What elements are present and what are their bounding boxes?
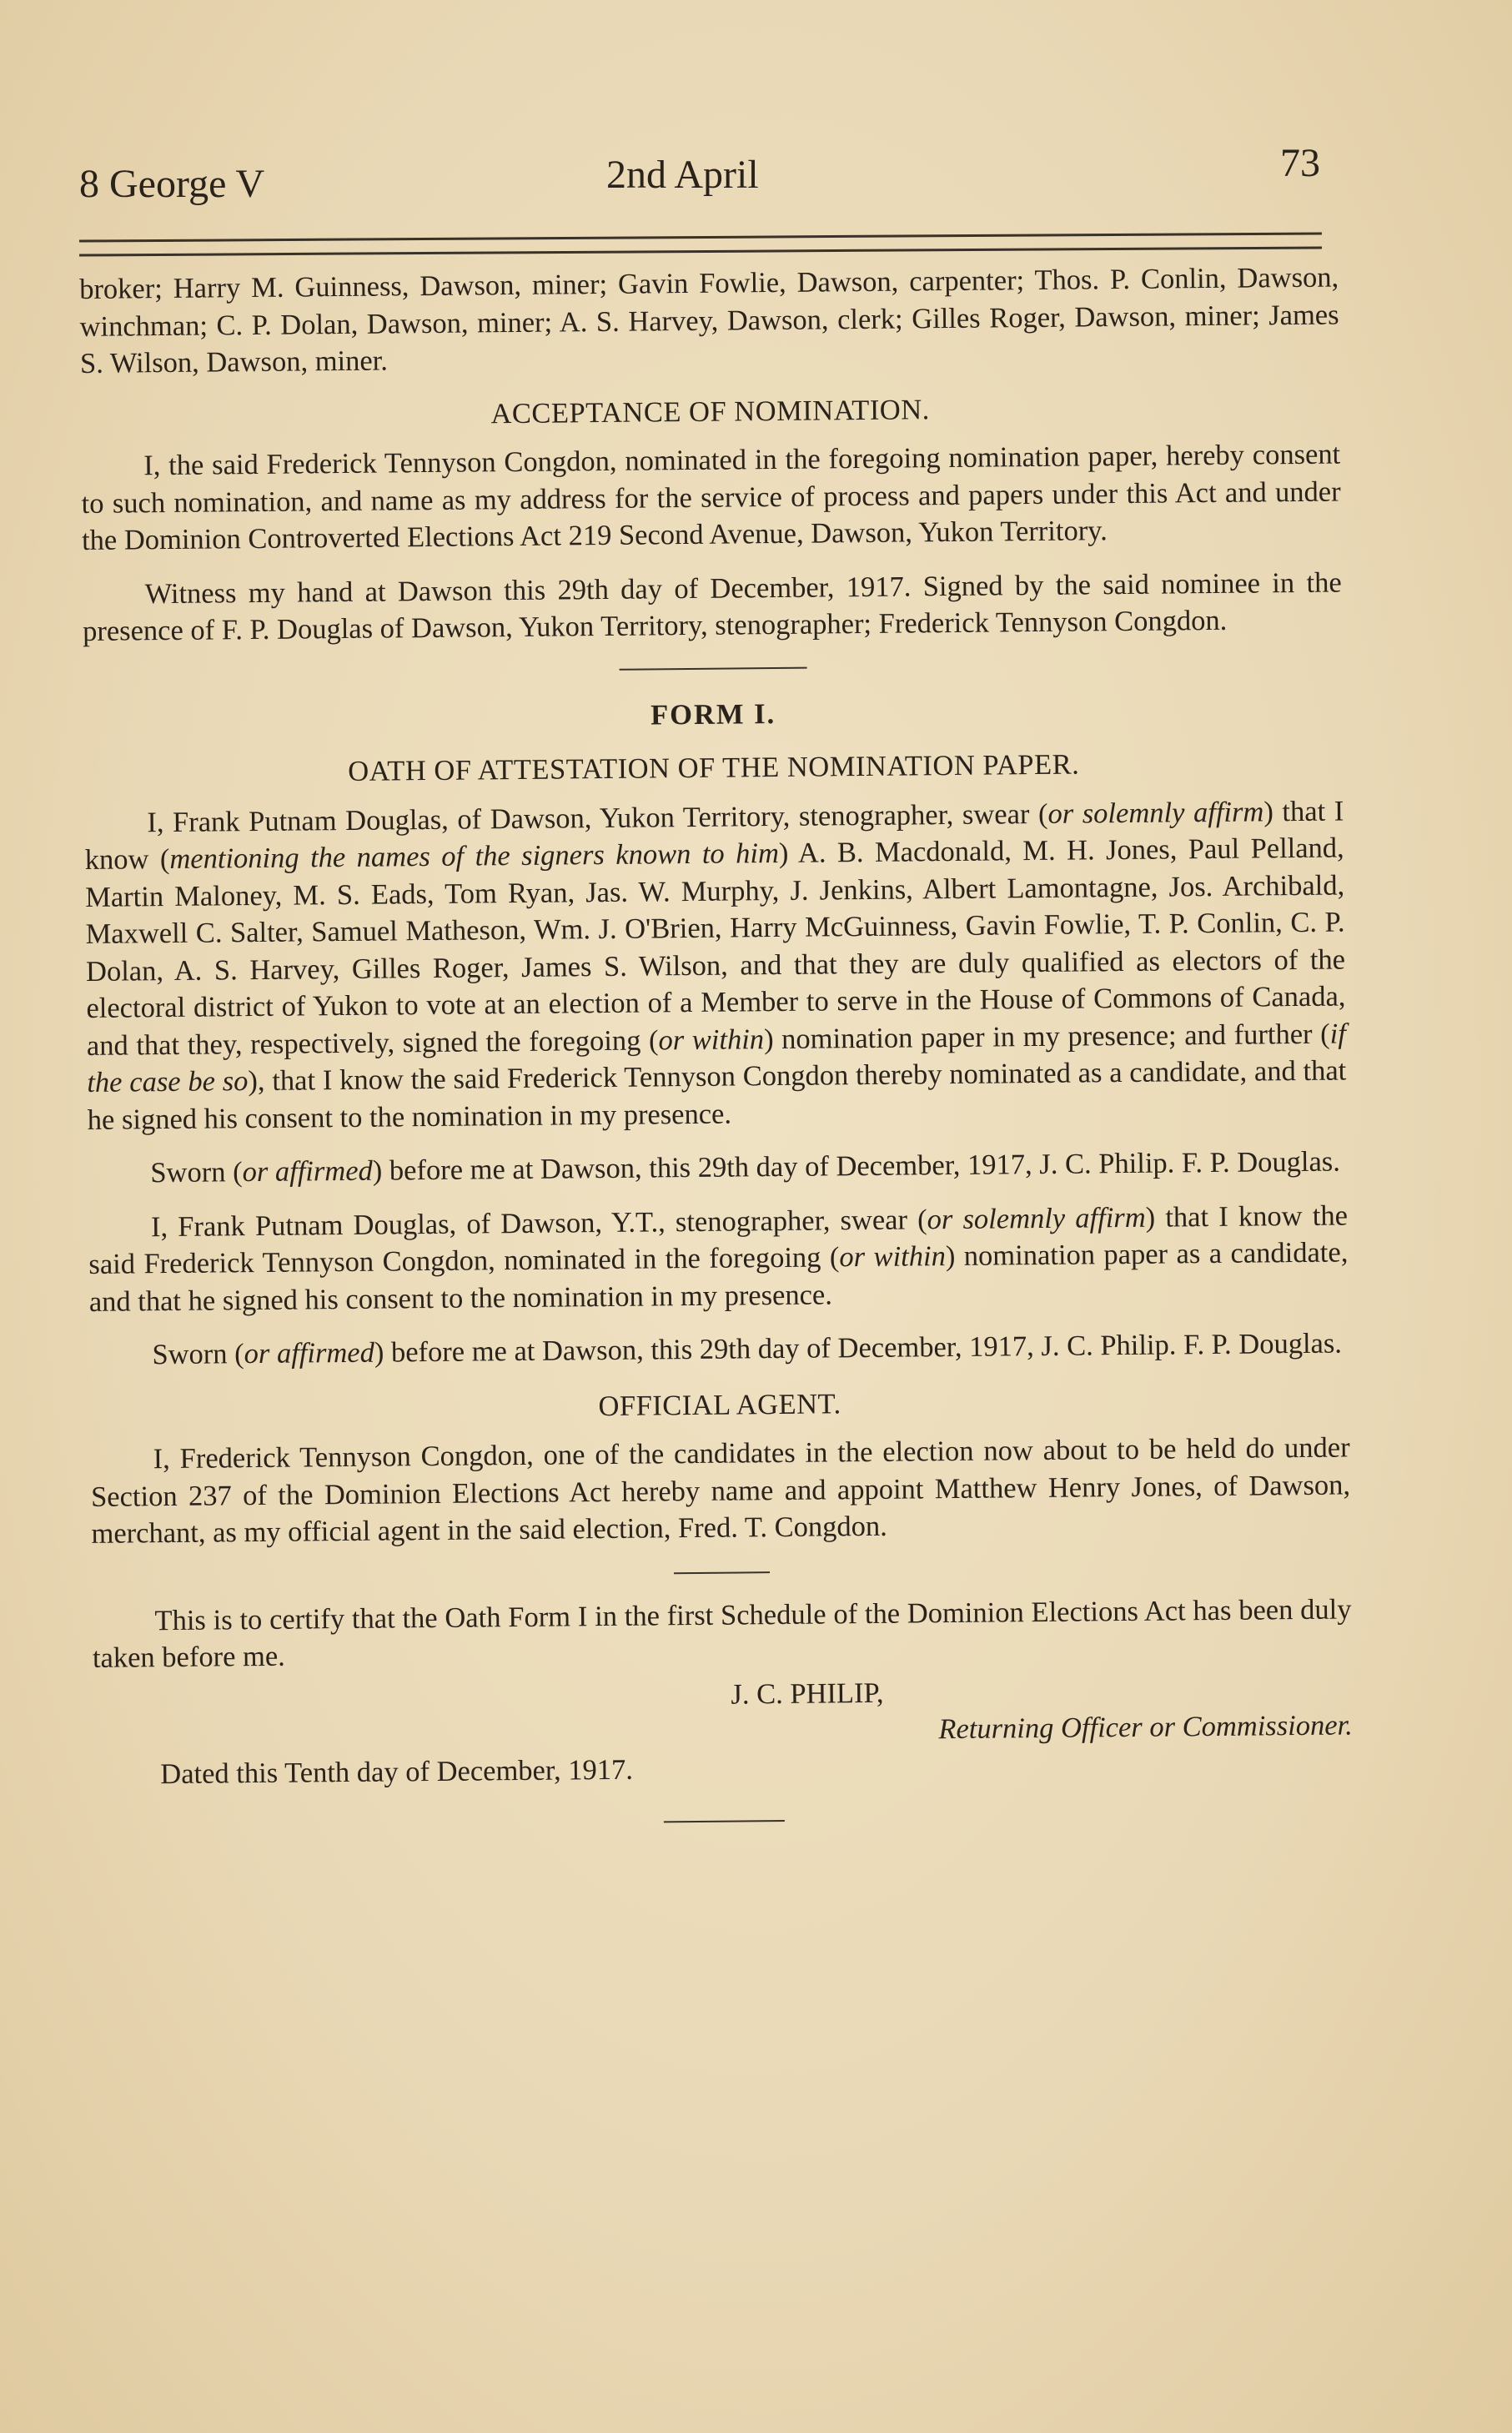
- dated-line: Dated this Tenth day of December, 1917.: [160, 1753, 634, 1790]
- certify-paragraph: This is to certify that the Oath Form I in the first Schedule of the Dominion Elections Act has been duly taken before me.: [92, 1592, 1352, 1674]
- signer-name: J. C. PHILIP,: [731, 1676, 884, 1711]
- page-body: [79, 259, 1354, 1828]
- sworn-paragraph-2: Sworn (or affirmed) before me at Dawson, this 29th day of December, 1917, J. C. Philip. F. P. Douglas.: [152, 1327, 1343, 1371]
- oath-paragraph-1: I, Frank Putnam Douglas, of Dawson, Yukon Territory, stenographer, swear (or solemnly affirm) that I know (mentioning the names of the signers known to him) A. B. Macdonald, M. H. Jones, Paul Pelland, Martin Maloney, M. S. Eads, Tom Ryan, Jas. W. Murphy, J. Jenkins, Albert Lamontagne, Jos. Archibald, Maxwell C. Salter, Samuel Matheson, Wm. J. O'Brien, Harry McGuinness, Gavin Fowlie, T. P. Conlin, C. P. Dolan, A. S. Harvey, Gilles Roger, James S. Wilson, and that they are duly qualified as electors of the electoral district of Yukon to vote at an election of a Member to serve in the House of Commons of Canada, and that they, respectively, signed the foregoing (or within) nomination paper in my presence; and further (if the case be so), that I know the said Frederick Tennyson Congdon thereby nominated as a candidate, and that he signed his consent to the nomination in my presence.: [84, 794, 1347, 1136]
- form-title: FORM I.: [650, 697, 776, 731]
- continued-paragraph: broker; Harry M. Guinness, Dawson, miner; Gavin Fowlie, Dawson, carpenter; Thos. P. Conlin, Dawson, winchman; C. P. Dolan, Dawson, miner; A. S. Harvey, Dawson, clerk; Gilles Roger, Dawson, miner; James S. Wilson, Dawson, miner.: [79, 261, 1339, 380]
- page-header: [79, 140, 1330, 207]
- sworn-paragraph-1: Sworn (or affirmed) before me at Dawson, this 29th day of December, 1917, J. C. Philip. F. P. Douglas.: [150, 1145, 1341, 1189]
- closing-rule: [663, 1820, 784, 1822]
- oath-paragraph-2: I, Frank Putnam Douglas, of Dawson, Y.T., stenographer, swear (or solemnly affirm) that I know the said Frederick Tennyson Congdon, nominated in the foregoing (or within) nomination paper as a candidate, and that he signed his consent to the nomination in my presence.: [88, 1199, 1349, 1318]
- running-head-session: 8 George V: [79, 162, 265, 206]
- official-agent-heading: OFFICIAL AGENT.: [598, 1387, 841, 1422]
- oath-heading: OATH OF ATTESTATION OF THE NOMINATION PAPER.: [348, 748, 1080, 787]
- running-head-date: 2nd April: [606, 153, 759, 197]
- page-number: 73: [1280, 141, 1320, 185]
- header-double-rule: [79, 232, 1322, 256]
- official-agent-paragraph: I, Frederick Tennyson Congdon, one of the candidates in the election now about to be held do under Section 237 of the Dominion Elections Act hereby name and appoint Matthew Henry Jones, of Dawson, merchant, as my official agent in the said election, Fred. T. Congdon.: [90, 1431, 1351, 1550]
- section-divider: [674, 1571, 770, 1574]
- signer-title: Returning Officer or Commissioner.: [938, 1709, 1353, 1746]
- witness-paragraph: Witness my hand at Dawson this 29th day of December, 1917. Signed by the said nominee in the presence of F. P. Douglas of Dawson, Yukon Territory, stenographer; Frederick Tennyson Congdon.: [82, 566, 1342, 647]
- acceptance-heading: ACCEPTANCE OF NOMINATION.: [490, 393, 930, 430]
- section-divider: [619, 666, 806, 670]
- acceptance-paragraph: I, the said Frederick Tennyson Congdon, nominated in the foregoing nomination paper, hereby consent to such nomination, and name as my address for the service of process and papers under this Act and under the Dominion Controverted Elections Act 219 Second Avenue, Dawson, Yukon Territory.: [81, 438, 1341, 556]
